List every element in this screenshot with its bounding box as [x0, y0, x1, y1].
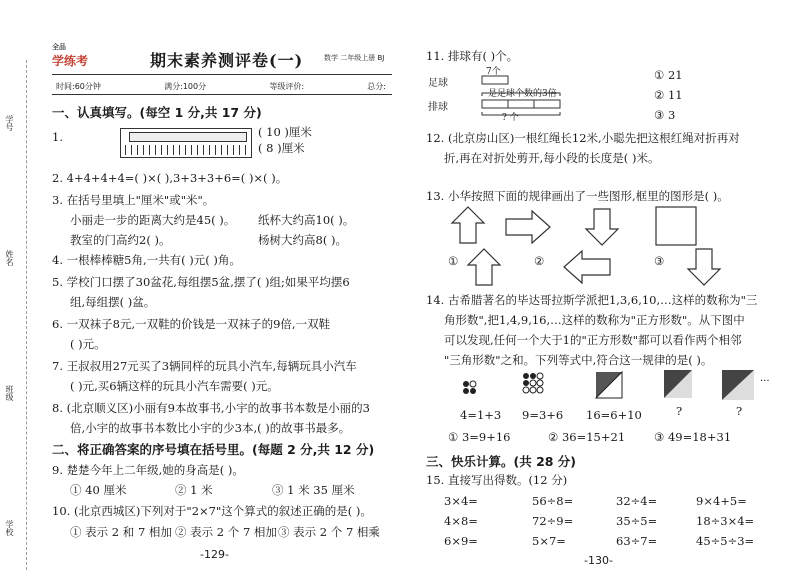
question-cont: 折,再在对折处剪开,每小段的长度是( )米。 [444, 151, 660, 165]
binding-margin [0, 0, 36, 578]
question-part: 小丽走一步的距离大约是45( )。 [70, 213, 236, 227]
question: 7. 王叔叔用27元买了3辆同样的玩具小汽车,每辆玩具小汽车 [52, 359, 357, 373]
option: ② 1 米 [175, 483, 213, 497]
equation-unknown: ? [736, 404, 743, 418]
calc-item: 35÷5= [616, 514, 658, 528]
label-class: 班级 [5, 385, 14, 401]
question: 11. 排球有( )个。 [426, 49, 519, 63]
score-info: 满分:100分 [164, 82, 207, 91]
calc-item: 72÷9= [532, 514, 574, 528]
publisher-logo: 全品 学练考 [52, 43, 89, 68]
option-marker: ② [534, 254, 545, 268]
calc-item: 9×4+5= [696, 494, 747, 508]
question-cont: 组,每组摆( )盆。 [70, 295, 156, 309]
grade-info: 等级评价: [269, 82, 305, 91]
question: 2. 4+4+4+4=( )×( ),3+3+3+6=( )×( )。 [52, 171, 288, 185]
shape-pattern-figure [448, 205, 788, 287]
label-name: 姓名 [5, 250, 14, 266]
svg-text:···: ··· [760, 376, 770, 387]
calc-item: 3×4= [444, 494, 478, 508]
calc-item: 6×9= [444, 534, 478, 548]
equation: 9=3+6 [522, 408, 564, 422]
question: 14. 古希腊著名的毕达哥拉斯学派把1,3,6,10,…这样的数称为"三 [426, 293, 758, 307]
calc-item: 56÷8= [532, 494, 574, 508]
answer-blank: ( 10 )厘米 [258, 125, 312, 139]
question: 8. (北京顺义区)小丽有9本故事书,小宇的故事书本数是小丽的3 [52, 401, 370, 415]
time-info: 时间:60分钟 [56, 82, 101, 91]
equation-unknown: ? [676, 404, 683, 418]
question: 5. 学校门口摆了30盆花,每组摆5盆,摆了( )组;如果平均摆6 [52, 275, 350, 289]
question: 9. 楚楚今年上二年级,她的身高是( )。 [52, 463, 244, 477]
label-school: 学校 [5, 520, 14, 536]
total-info: 总分: [367, 82, 386, 91]
question-part: 杨树大约高8( )。 [258, 233, 347, 247]
option-marker: ① [448, 254, 459, 268]
calc-item: 5×7= [532, 534, 566, 548]
divider [52, 74, 392, 75]
question-part: 教室的门高约2( )。 [70, 233, 171, 247]
option: ① 21 [654, 68, 683, 82]
option: ② 表示 2 个 7 相加 [175, 525, 277, 539]
equation: 4=1+3 [460, 408, 502, 422]
question-cont: 角形数",把1,4,9,16,…这样的数称为"正方形数"。从下图中 [444, 313, 745, 327]
option: ① 40 厘米 [70, 483, 127, 497]
question: 10. (北京西城区)下列对于"2×7"这个算式的叙述正确的是( )。 [52, 504, 372, 518]
question-number: 1. [52, 130, 63, 144]
question-cont: 倍,小宇的故事书本数比小宇的少3本,( )的故事书最多。 [70, 421, 351, 435]
calc-item: 63÷7= [616, 534, 658, 548]
exam-subtitle: 数学 二年级上册 BJ [324, 54, 385, 62]
option: ③ 表示 2 个 7 相乘 [278, 525, 380, 539]
section-heading: 一、认真填写。(每空 1 分,共 17 分) [52, 105, 262, 120]
option: ① 3=9+16 [448, 430, 511, 444]
question-cont: ( )元,买6辆这样的玩具小汽车需要( )元。 [70, 379, 279, 393]
label-volleyball: 排球 [428, 102, 448, 113]
cut-line [26, 60, 27, 570]
option: ③ 49=18+31 [654, 430, 732, 444]
divider [52, 94, 392, 95]
option: ② 11 [654, 88, 683, 102]
option: ① 表示 2 和 7 相加 [70, 525, 172, 539]
label-student-id: 学号 [5, 115, 14, 131]
question-cont: ( )元。 [70, 337, 106, 351]
ruler-figure [120, 128, 252, 158]
question-cont: "三角形数"之和。下列等式中,符合这一规律的是( )。 [444, 353, 713, 367]
page-number: -130- [584, 554, 613, 567]
option: ② 36=15+21 [548, 430, 626, 444]
section-heading: 二、将正确答案的序号填在括号里。(每题 2 分,共 12 分) [52, 442, 375, 457]
calc-item: 18÷3×4= [696, 514, 755, 528]
right-page [408, 0, 800, 578]
question: 15. 直接写出得数。(12 分) [426, 473, 568, 487]
question: 12. (北京房山区)一根红绳长12米,小聪先把这根红绳对折再对 [426, 131, 740, 145]
exam-title: 期末素养测评卷(一) [150, 51, 304, 70]
question: 4. 一根棒棒糖5角,一共有( )元( )角。 [52, 253, 241, 267]
question-cont: 可以发现,任何一个大于1的"正方形数"都可以看作两个相邻 [444, 333, 742, 347]
page-number: -129- [200, 548, 229, 561]
calc-item: 45÷5÷3= [696, 534, 755, 548]
section-heading: 三、快乐计算。(共 28 分) [426, 454, 577, 469]
question: 3. 在括号里填上"厘米"或"米"。 [52, 193, 215, 207]
label-seven: 7个 [486, 67, 501, 77]
calc-item: 4×8= [444, 514, 478, 528]
option: ③ 1 米 35 厘米 [272, 483, 355, 497]
label-soccer: 足球 [428, 78, 448, 89]
answer-blank: ( 8 )厘米 [258, 141, 305, 155]
label-triple: 是足球个数的3倍 [488, 89, 557, 99]
dot-pattern-figure [454, 370, 774, 408]
question: 6. 一双袜子8元,一双鞋的价钱是一双袜子的9倍,一双鞋 [52, 317, 331, 331]
question-part: 纸杯大约高10( )。 [258, 213, 355, 227]
equation: 16=6+10 [586, 408, 642, 422]
label-unknown: ? 个 [502, 113, 519, 123]
option-marker: ③ [654, 254, 665, 268]
option: ③ 3 [654, 108, 676, 122]
calc-item: 32÷4= [616, 494, 658, 508]
question: 13. 小华按照下面的规律画出了一些图形,框里的图形是( )。 [426, 189, 729, 203]
exam-info-bar [56, 81, 386, 92]
